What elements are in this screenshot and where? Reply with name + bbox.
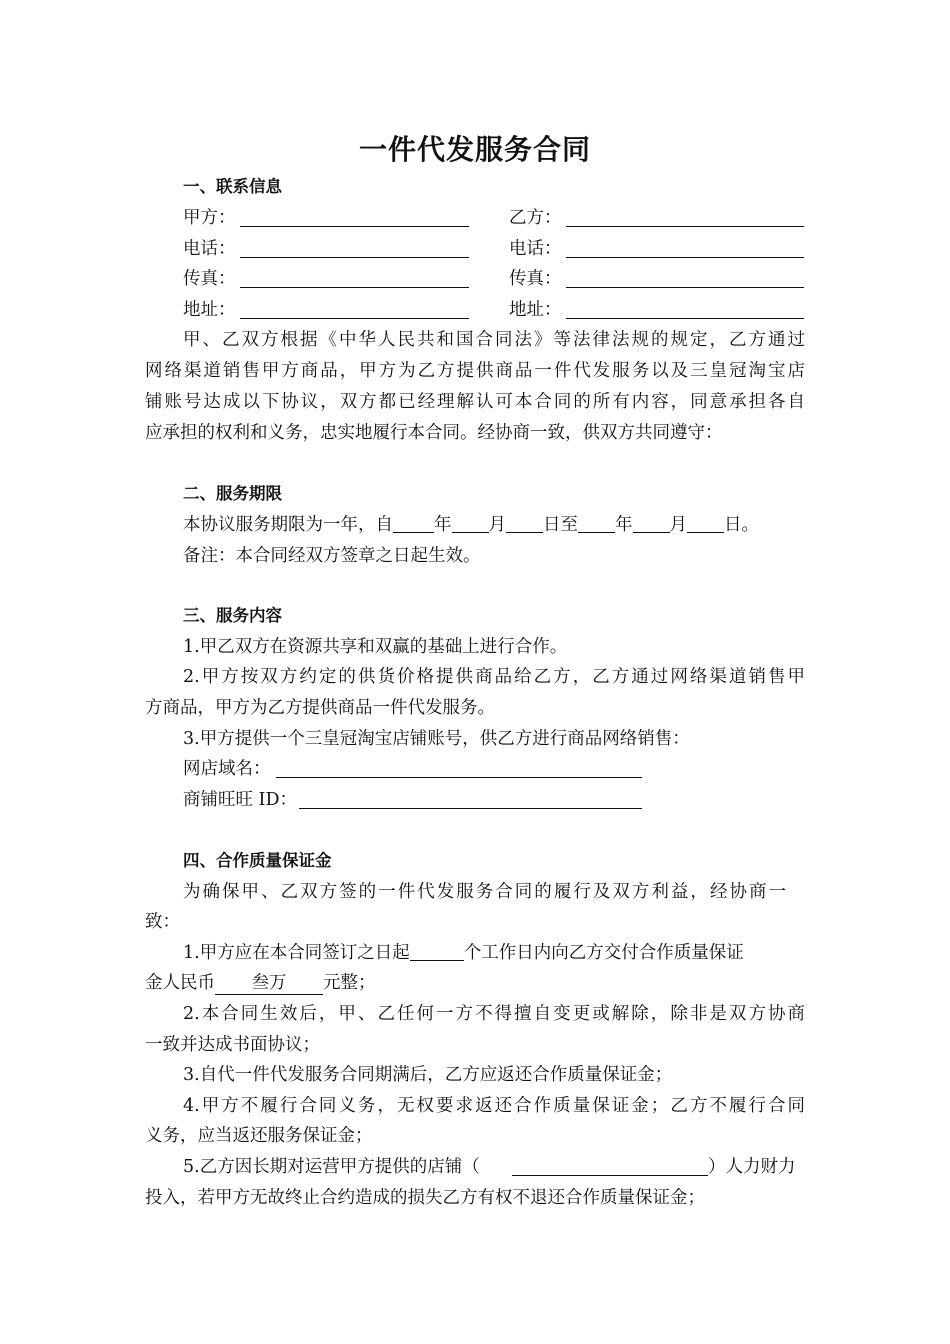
party-a-label: 甲方：: [183, 208, 236, 228]
deposit-item-1-c: 金人民币: [145, 973, 215, 993]
start-day-blank[interactable]: [506, 510, 543, 533]
term-prefix: 本协议服务期限为一年，自: [183, 515, 393, 535]
end-year-blank[interactable]: [578, 510, 615, 533]
wangwang-id-blank[interactable]: [299, 808, 642, 809]
end-day-blank[interactable]: [687, 510, 724, 533]
deposit-item-1-line-2: [145, 968, 376, 998]
party-b-blank[interactable]: [566, 226, 804, 227]
start-year-unit: 年: [434, 515, 452, 535]
wangwang-id-label: 商铺旺旺 ID：: [183, 790, 298, 810]
section-heading-term: 二、服务期限: [183, 484, 282, 503]
page-title: 一件代发服务合同: [358, 133, 591, 166]
end-year-unit: 年: [615, 515, 633, 535]
shop-domain-label: 网店域名：: [183, 759, 271, 779]
deposit-item-1-b: 个工作日内向乙方交付合作质量保证: [463, 943, 744, 963]
intro-line-4: 应承担的权利和义务，忠实地履行本合同。经协商一致，供双方共同遵守：: [145, 423, 723, 443]
deposit-item-1-a: 1.甲方应在本合同签订之日起: [183, 943, 410, 963]
start-month-blank[interactable]: [452, 510, 489, 533]
content-item-1: 1.甲乙双方在资源共享和双赢的基础上进行合作。: [183, 637, 568, 657]
start-day-unit: 日至: [543, 515, 578, 535]
shop-name-blank[interactable]: [512, 1175, 708, 1176]
deposit-intro-line-2: 致：: [145, 912, 180, 932]
party-b-fax-label: 传真：: [509, 269, 562, 289]
section-heading-content: 三、服务内容: [183, 606, 282, 625]
party-a-address-label: 地址：: [183, 300, 236, 320]
deposit-amount[interactable]: 叁万: [215, 972, 323, 995]
party-b-address-blank[interactable]: [566, 318, 804, 319]
party-a-phone-label: 电话：: [183, 239, 236, 259]
party-b-label: 乙方：: [509, 208, 562, 228]
party-a-fax-label: 传真：: [183, 269, 236, 289]
deposit-item-1-d: 元整；: [323, 973, 376, 993]
content-item-3: 3.甲方提供一个三皇冠淘宝店铺账号，供乙方进行商品网络销售：: [183, 729, 690, 749]
start-month-unit: 月: [488, 515, 506, 535]
section-heading-contact: 一、联系信息: [183, 177, 282, 196]
end-day-unit: 日。: [724, 515, 759, 535]
content-item-2-line-2: 方商品，甲方为乙方提供商品一件代发服务。: [145, 698, 495, 718]
shop-domain-blank[interactable]: [276, 777, 642, 778]
end-month-blank[interactable]: [633, 510, 670, 533]
working-days-blank[interactable]: [410, 938, 464, 961]
party-a-phone-blank[interactable]: [240, 257, 469, 258]
start-year-blank[interactable]: [393, 510, 434, 533]
deposit-item-5-a: 5.乙方因长期对运营甲方提供的店铺（: [183, 1157, 480, 1177]
intro-line-1: 甲、乙双方根据《中华人民共和国合同法》等法律法规的规定，乙方通过: [183, 330, 805, 350]
party-b-phone-blank[interactable]: [566, 257, 804, 258]
deposit-item-5-line-2: 投入，若甲方无故终止合约造成的损失乙方有权不退还合作质量保证金；: [145, 1188, 705, 1208]
party-b-address-label: 地址：: [509, 300, 562, 320]
term-note: 备注：本合同经双方签章之日起生效。: [183, 546, 481, 566]
deposit-item-5-b: ）人力财力: [708, 1157, 796, 1177]
party-b-fax-blank[interactable]: [566, 287, 804, 288]
deposit-item-2-line-2: 一致并达成书面协议；: [145, 1035, 320, 1055]
party-a-address-blank[interactable]: [240, 318, 469, 319]
deposit-item-4-line-2: 义务，应当返还服务保证金；: [145, 1126, 373, 1146]
intro-line-3: 铺账号达成以下协议，双方都已经理解认可本合同的所有内容，同意承担各自: [145, 392, 805, 412]
deposit-item-4-line-1: 4.甲方不履行合同义务，无权要求返还合作质量保证金；乙方不履行合同: [183, 1096, 805, 1116]
party-a-fax-blank[interactable]: [240, 287, 469, 288]
deposit-item-3: 3.自代一件代发服务合同期满后，乙方应返还合作质量保证金；: [183, 1065, 673, 1085]
term-line: [183, 510, 759, 540]
section-heading-deposit: 四、合作质量保证金: [183, 851, 332, 870]
deposit-item-1-line-1: [183, 938, 744, 968]
content-item-2-line-1: 2.甲方按双方约定的供货价格提供商品给乙方，乙方通过网络渠道销售甲: [183, 667, 805, 687]
deposit-intro-line-1: 为确保甲、乙双方签的一件代发服务合同的履行及双方利益，经协商一: [183, 882, 786, 902]
party-a-blank[interactable]: [240, 226, 469, 227]
deposit-item-2-line-1: 2.本合同生效后，甲、乙任何一方不得擅自变更或解除，除非是双方协商: [183, 1004, 805, 1024]
intro-line-2: 网络渠道销售甲方商品，甲方为乙方提供商品一件代发服务以及三皇冠淘宝店: [145, 361, 805, 381]
end-month-unit: 月: [669, 515, 687, 535]
party-b-phone-label: 电话：: [509, 239, 562, 259]
